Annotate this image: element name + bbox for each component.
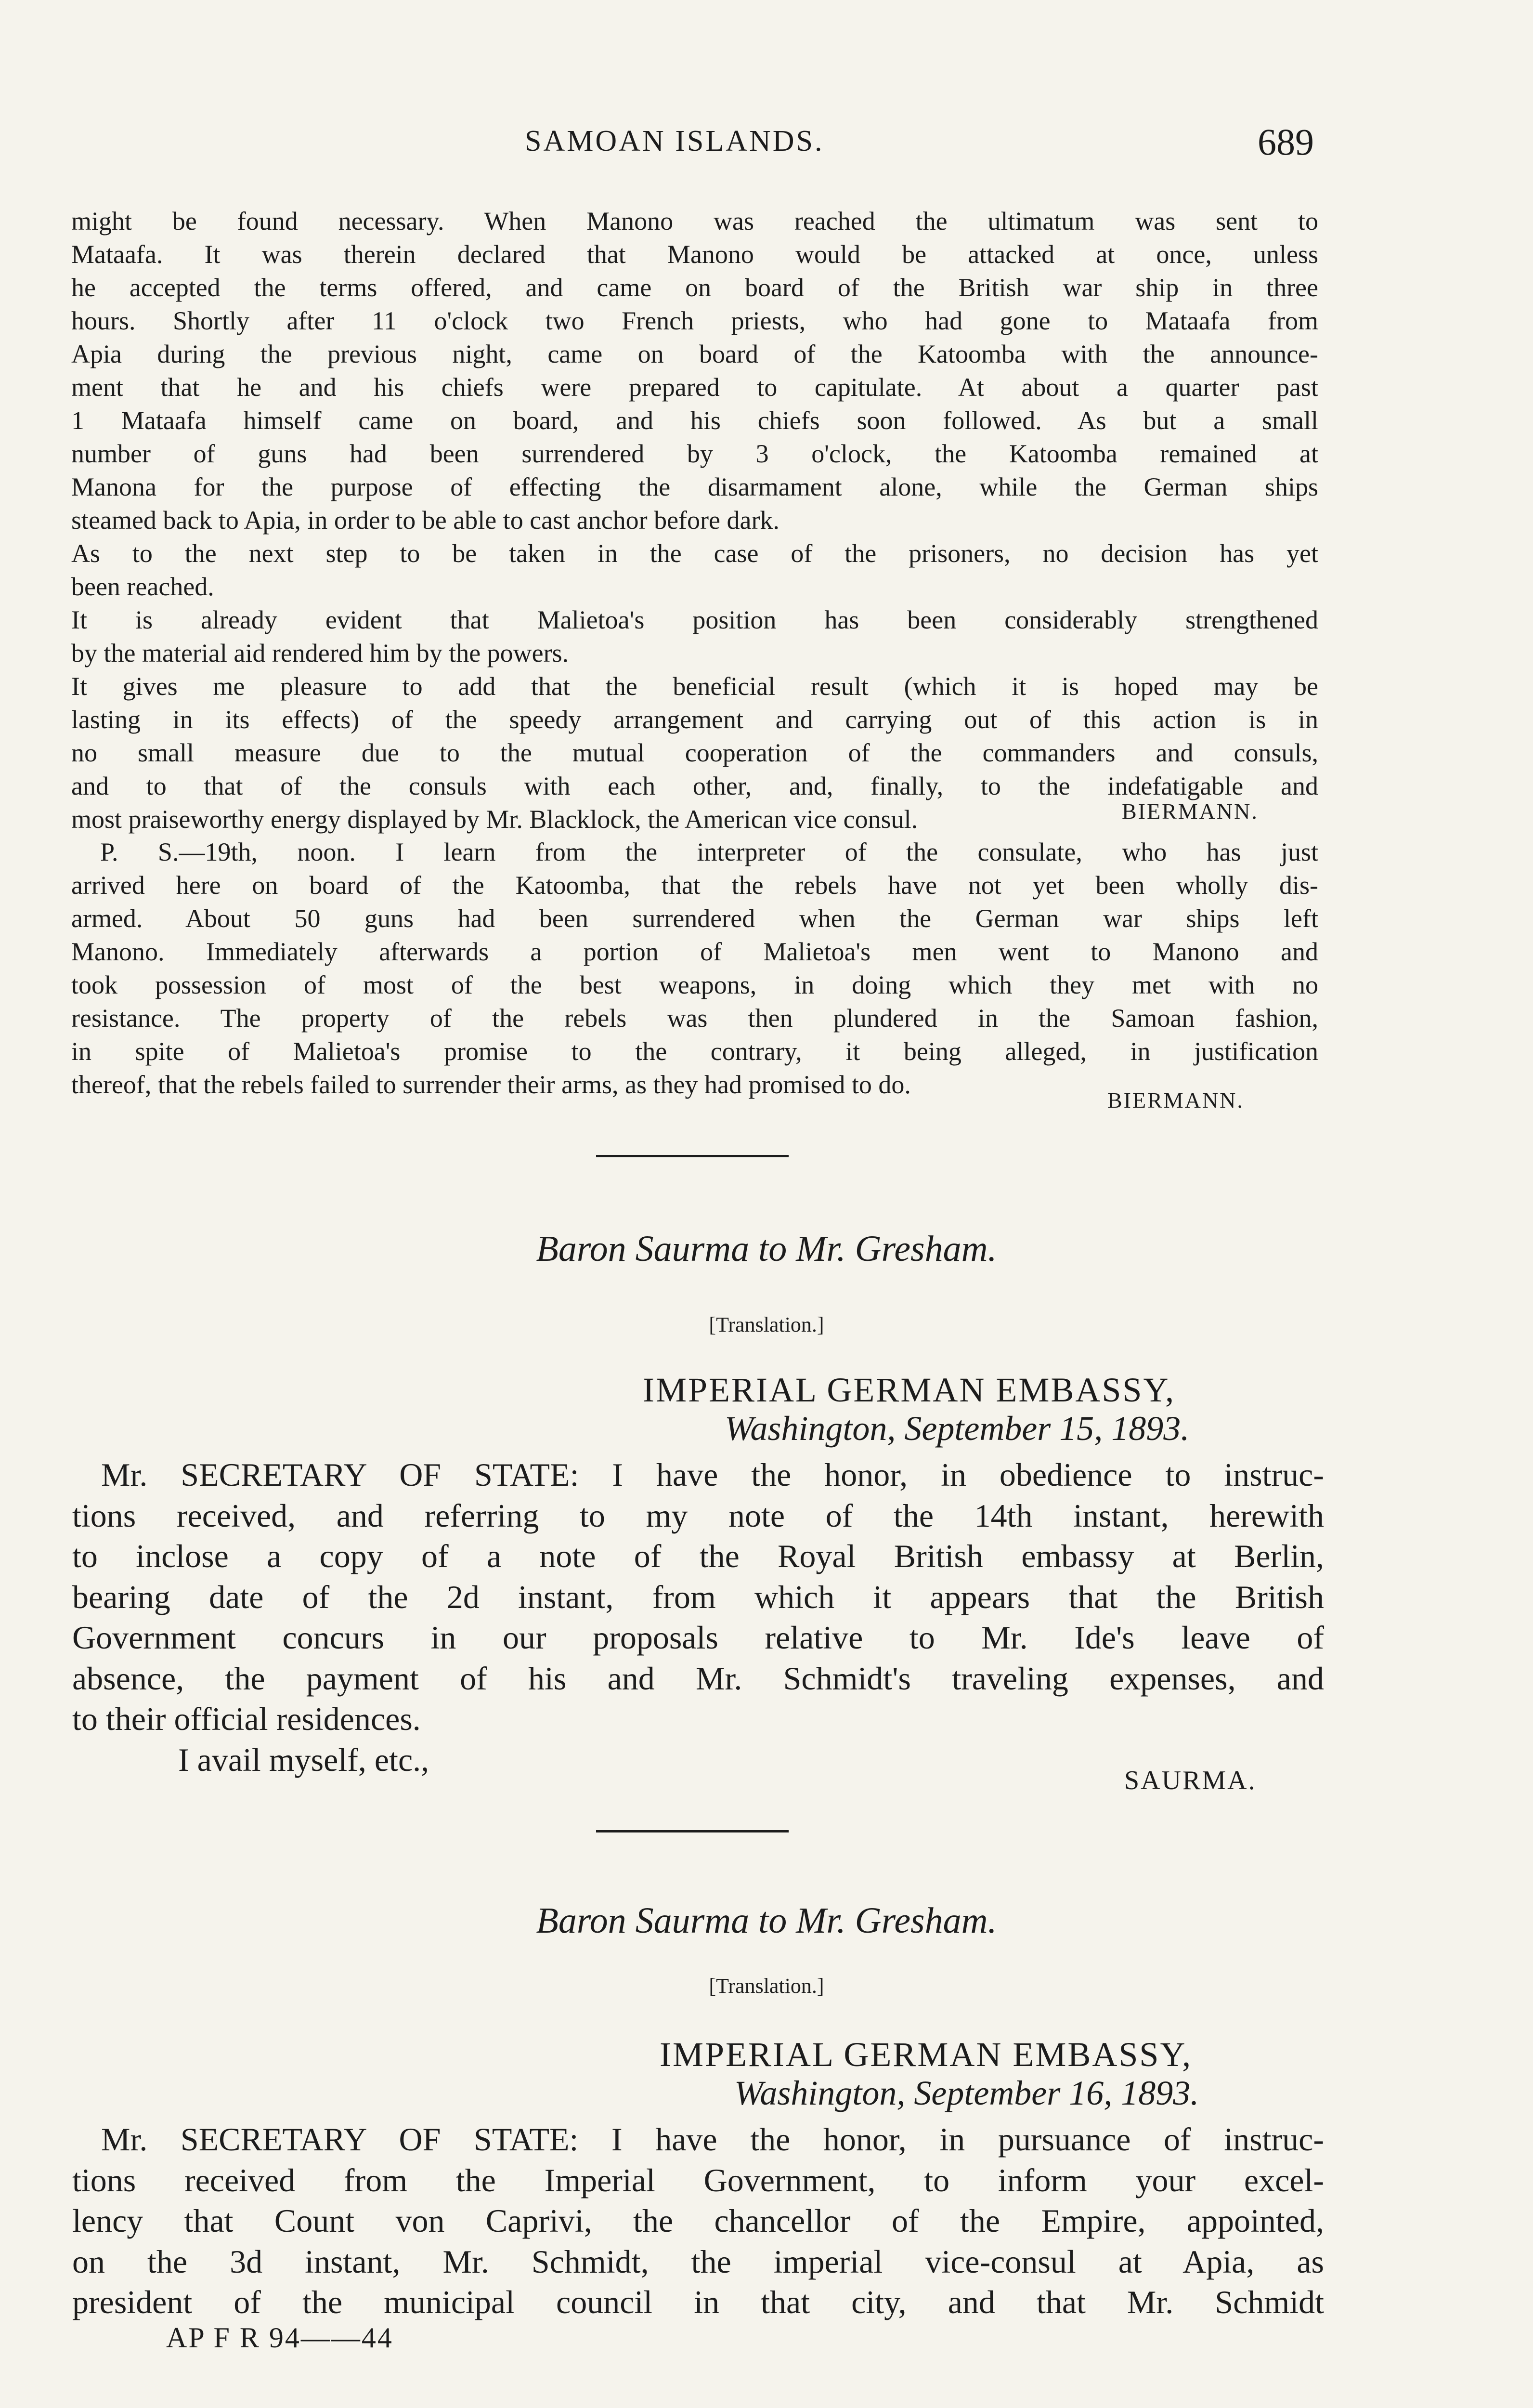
postscript-line: thereof, that the rebels failed to surrender their arms, as they had promised to do. (71, 1070, 911, 1099)
translation-note: [Translation.] (709, 1974, 824, 1998)
body-line: ment that he and his chiefs were prepared to capitulate. At about a quarter past (71, 373, 1318, 402)
section-divider (596, 1830, 789, 1832)
body-line: 1 Mataafa himself came on board, and his chiefs soon followed. As but a small (71, 406, 1318, 435)
body-line: he accepted the terms offered, and came on board of the British war ship in three (71, 273, 1318, 302)
letter3-body (72, 2119, 1324, 2323)
postscript-line: took possession of most of the best weapons, in doing which they met with no (71, 970, 1318, 999)
body-line: It is already evident that Malietoa's position has been considerably strengthened (71, 605, 1318, 634)
letter1-body (71, 205, 1318, 836)
body-line: tions received from the Imperial Government, to inform your excel- (72, 2161, 1324, 2199)
body-line: Mr. SECRETARY OF STATE: I have the honor, in obedience to instruc- (101, 1456, 1324, 1493)
postscript-line: P. S.—19th, noon. I learn from the interpreter of the consulate, who has just (100, 838, 1318, 866)
page-number: 689 (1258, 121, 1314, 163)
body-line: Apia during the previous night, came on board of the Katoomba with the announce- (71, 340, 1318, 368)
running-title: SAMOAN ISLANDS. (525, 125, 824, 157)
letter3-heading: Baron Saurma to Mr. Gresham. (536, 1900, 997, 1941)
postscript-line: armed. About 50 guns had been surrendered when the German war ships left (71, 904, 1318, 933)
body-line: steamed back to Apia, in order to be able to cast anchor before dark. (71, 506, 779, 535)
body-line: and to that of the consuls with each other, and, finally, to the indefatigable and (71, 772, 1318, 800)
body-line: As to the next step to be taken in the case of the prisoners, no decision has yet (71, 539, 1318, 568)
signature-mark: AP F R 94——44 (166, 2322, 393, 2354)
body-line: bearing date of the 2d instant, from which it appears that the British (72, 1578, 1324, 1615)
embassy-name: IMPERIAL GERMAN EMBASSY, (660, 2035, 1193, 2074)
body-line: tions received, and referring to my note of the 14th instant, herewith (72, 1497, 1324, 1534)
signature-biermann: BIERMANN. (1122, 799, 1259, 824)
body-line: by the material aid rendered him by the powers. (71, 639, 569, 667)
body-line: number of guns had been surrendered by 3 o'clock, the Katoomba remained at (71, 439, 1318, 468)
postscript (71, 836, 1318, 1101)
body-line: lasting in its effects) of the speedy arrangement and carrying out of this action is in (71, 705, 1318, 734)
letter2-heading: Baron Saurma to Mr. Gresham. (536, 1229, 997, 1269)
body-line: to inclose a copy of a note of the Royal British embassy at Berlin, (72, 1538, 1324, 1574)
body-line: most praiseworthy energy displayed by Mr. Blacklock, the American vice consul. (71, 805, 918, 834)
body-line: might be found necessary. When Manono was reached the ultimatum was sent to (71, 207, 1318, 236)
signature-saurma: SAURMA. (1124, 1766, 1257, 1795)
signature-biermann-ps: BIERMANN. (1107, 1088, 1244, 1112)
body-line: It gives me pleasure to add that the beneficial result (which it is hoped may be (71, 672, 1318, 701)
letter2-body (72, 1454, 1324, 1780)
dateline: Washington, September 15, 1893. (725, 1409, 1190, 1448)
body-line: lency that Count von Caprivi, the chancellor of the Empire, appointed, (72, 2202, 1324, 2239)
body-line: hours. Shortly after 11 o'clock two French priests, who had gone to Mataafa from (71, 306, 1318, 335)
postscript-line: resistance. The property of the rebels was then plundered in the Samoan fashion, (71, 1004, 1318, 1033)
body-line: Mataafa. It was therein declared that Manono would be attacked at once, unless (71, 240, 1318, 269)
body-line: absence, the payment of his and Mr. Schmidt's traveling expenses, and (72, 1660, 1324, 1697)
body-line: no small measure due to the mutual cooperation of the commanders and consuls, (71, 738, 1318, 767)
translation-note: [Translation.] (709, 1313, 824, 1336)
body-line: been reached. (71, 572, 214, 601)
embassy-name: IMPERIAL GERMAN EMBASSY, (643, 1371, 1176, 1409)
section-divider (596, 1155, 789, 1157)
postscript-line: in spite of Malietoa's promise to the contrary, it being alleged, in justification (71, 1037, 1318, 1066)
body-line: on the 3d instant, Mr. Schmidt, the imperial vice-consul at Apia, as (72, 2243, 1324, 2280)
body-line: president of the municipal council in that city, and that Mr. Schmidt (72, 2284, 1324, 2320)
body-line: Mr. SECRETARY OF STATE: I have the honor, in pursuance of instruc- (101, 2121, 1324, 2158)
body-line: I avail myself, etc., (178, 1741, 429, 1778)
body-line: Government concurs in our proposals relative to Mr. Ide's leave of (72, 1619, 1324, 1656)
postscript-line: Manono. Immediately afterwards a portion of Malietoa's men went to Manono and (71, 937, 1318, 966)
dateline: Washington, September 16, 1893. (734, 2074, 1199, 2112)
body-line: Manona for the purpose of effecting the disarmament alone, while the German ships (71, 472, 1318, 501)
postscript-line: arrived here on board of the Katoomba, that the rebels have not yet been wholly dis- (71, 871, 1318, 900)
body-line: to their official residences. (72, 1701, 421, 1737)
